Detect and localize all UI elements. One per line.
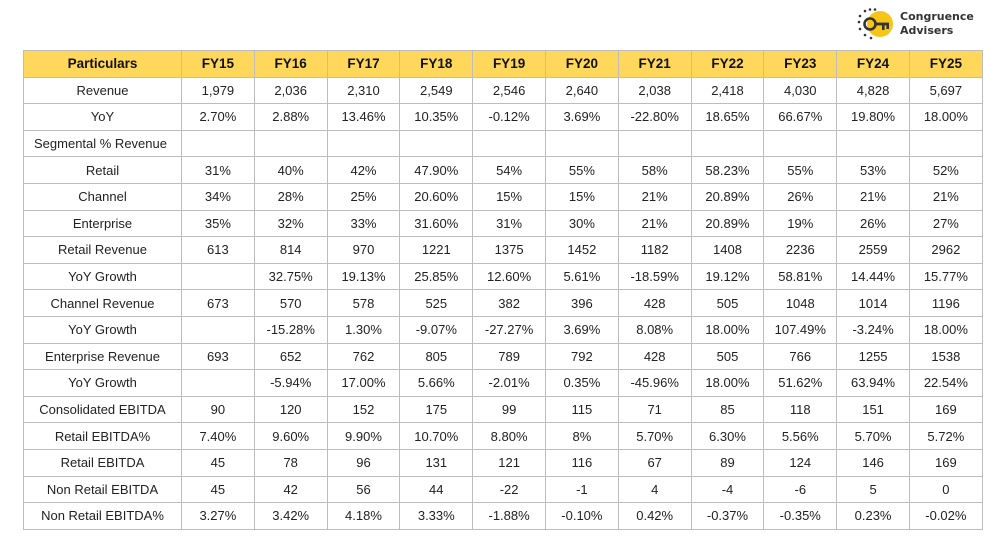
table-cell: 151 [837,396,910,423]
table-cell: 5.61% [545,263,618,290]
table-cell: 175 [400,396,473,423]
table-cell: 51.62% [764,370,837,397]
brand-logo [856,8,974,40]
table-cell: 54% [473,157,546,184]
table-cell: 382 [473,290,546,317]
table-cell: 55% [545,157,618,184]
table-cell: 116 [545,449,618,476]
table-cell: 8.80% [473,423,546,450]
table-cell: 32.75% [254,263,327,290]
table-cell: 21% [837,183,910,210]
table-cell [909,130,982,157]
key-icon [856,8,894,40]
table-row [24,77,983,104]
table-cell: 4.18% [327,503,400,530]
row-label: Channel [24,183,182,210]
table-cell: 5.72% [909,423,982,450]
table-cell: -1.88% [473,503,546,530]
table-cell: 12.60% [473,263,546,290]
table-cell: 42 [254,476,327,503]
row-label: YoY [24,104,182,131]
column-header-fy15: FY15 [182,51,255,78]
table-cell: 19.12% [691,263,764,290]
table-cell: 169 [909,396,982,423]
table-cell: 1452 [545,237,618,264]
table-cell: 44 [400,476,473,503]
table-cell [254,130,327,157]
table-cell: 107.49% [764,316,837,343]
table-cell: 26% [837,210,910,237]
table-cell: 45 [182,449,255,476]
table-cell: 1014 [837,290,910,317]
table-cell: 789 [473,343,546,370]
table-cell: -0.02% [909,503,982,530]
table-cell: 525 [400,290,473,317]
table-cell: 18.00% [909,104,982,131]
table-cell: 396 [545,290,618,317]
table-cell: 55% [764,157,837,184]
table-cell: 1048 [764,290,837,317]
table-cell: 970 [327,237,400,264]
table-cell: 28% [254,183,327,210]
table-cell: 2,418 [691,77,764,104]
table-cell: 30% [545,210,618,237]
table-cell: 3.69% [545,104,618,131]
table-cell: 5.70% [837,423,910,450]
table-cell: -45.96% [618,370,691,397]
table-cell: 2.88% [254,104,327,131]
table-cell: 1408 [691,237,764,264]
table-cell: 7.40% [182,423,255,450]
table-cell: 5.70% [618,423,691,450]
table-cell: 2,546 [473,77,546,104]
table-cell: 14.44% [837,263,910,290]
brand-line-1: Congruence [900,10,974,23]
row-label: Retail Revenue [24,237,182,264]
table-row [24,503,983,530]
table-cell: 124 [764,449,837,476]
table-cell: 3.27% [182,503,255,530]
row-label: Enterprise Revenue [24,343,182,370]
table-cell: 0.35% [545,370,618,397]
table-cell: 89 [691,449,764,476]
row-label: Retail EBITDA% [24,423,182,450]
table-cell: 578 [327,290,400,317]
row-label: Consolidated EBITDA [24,396,182,423]
table-cell: 27% [909,210,982,237]
table-cell: 33% [327,210,400,237]
table-cell: 10.70% [400,423,473,450]
column-header-fy18: FY18 [400,51,473,78]
table-cell: 10.35% [400,104,473,131]
table-row [24,104,983,131]
table-cell: 78 [254,449,327,476]
row-label: Non Retail EBITDA% [24,503,182,530]
table-cell: 814 [254,237,327,264]
table-cell: 53% [837,157,910,184]
row-label: YoY Growth [24,316,182,343]
table-cell: 96 [327,449,400,476]
table-cell: 71 [618,396,691,423]
table-cell: 2.70% [182,104,255,131]
row-label: Enterprise [24,210,182,237]
table-cell: 0.23% [837,503,910,530]
table-cell: 6.30% [691,423,764,450]
table-cell: 9.90% [327,423,400,450]
table-cell: 693 [182,343,255,370]
table-cell [473,130,546,157]
table-cell: 22.54% [909,370,982,397]
table-cell: -0.37% [691,503,764,530]
table-cell: 3.33% [400,503,473,530]
table-cell: 2,310 [327,77,400,104]
table-cell: 52% [909,157,982,184]
table-cell: 4,828 [837,77,910,104]
table-cell: 45 [182,476,255,503]
table-cell: 169 [909,449,982,476]
table-cell: 9.60% [254,423,327,450]
brand-line-2: Advisers [900,24,954,37]
table-cell: 20.89% [691,183,764,210]
table-cell: 428 [618,290,691,317]
table-cell: 652 [254,343,327,370]
table-cell: -5.94% [254,370,327,397]
table-cell: 1.30% [327,316,400,343]
table-row [24,343,983,370]
table-cell: 0 [909,476,982,503]
table-cell: 18.65% [691,104,764,131]
table-cell: 8.08% [618,316,691,343]
table-cell: 762 [327,343,400,370]
row-label: Channel Revenue [24,290,182,317]
table-cell: -0.35% [764,503,837,530]
table-row [24,290,983,317]
table-cell: 66.67% [764,104,837,131]
table-cell: 1182 [618,237,691,264]
table-cell: 85 [691,396,764,423]
table-cell: -4 [691,476,764,503]
row-label: Retail EBITDA [24,449,182,476]
table-cell: 1196 [909,290,982,317]
table-cell: 792 [545,343,618,370]
table-cell: 1,979 [182,77,255,104]
table-cell: 99 [473,396,546,423]
table-cell: 5,697 [909,77,982,104]
table-row [24,370,983,397]
table-cell: 17.00% [327,370,400,397]
table-cell: 118 [764,396,837,423]
table-cell: -3.24% [837,316,910,343]
brand-name [900,10,974,38]
table-cell: 15.77% [909,263,982,290]
table-cell: 34% [182,183,255,210]
table-cell: -6 [764,476,837,503]
table-row [24,449,983,476]
table-row [24,157,983,184]
table-cell: 570 [254,290,327,317]
table-cell: 3.69% [545,316,618,343]
table-cell: 120 [254,396,327,423]
table-body [24,77,983,529]
table-cell: 63.94% [837,370,910,397]
table-cell: 19.80% [837,104,910,131]
table-cell: 1221 [400,237,473,264]
table-cell: 2,640 [545,77,618,104]
table-cell [400,130,473,157]
table-cell: 2,549 [400,77,473,104]
table-cell: 42% [327,157,400,184]
table-row [24,263,983,290]
table-cell [837,130,910,157]
table-cell: 505 [691,290,764,317]
table-cell: 5 [837,476,910,503]
table-cell: -15.28% [254,316,327,343]
table-cell: -9.07% [400,316,473,343]
table-cell: 19% [764,210,837,237]
table-cell: 31% [182,157,255,184]
table-row [24,130,983,157]
table-cell: 1538 [909,343,982,370]
table-cell: 19.13% [327,263,400,290]
table-cell: 40% [254,157,327,184]
table-row [24,210,983,237]
table-cell: 26% [764,183,837,210]
table-row [24,316,983,343]
column-header-fy19: FY19 [473,51,546,78]
table-cell: 4,030 [764,77,837,104]
table-cell: 31% [473,210,546,237]
table-cell [182,370,255,397]
table-cell: 152 [327,396,400,423]
table-cell: 56 [327,476,400,503]
table-cell: 766 [764,343,837,370]
table-cell: 8% [545,423,618,450]
table-cell: 18.00% [909,316,982,343]
table-cell: -0.12% [473,104,546,131]
table-cell: 21% [909,183,982,210]
table-cell: -2.01% [473,370,546,397]
column-header-fy17: FY17 [327,51,400,78]
table-cell: 15% [545,183,618,210]
table-cell: 21% [618,210,691,237]
column-header-fy22: FY22 [691,51,764,78]
table-cell: 146 [837,449,910,476]
table-cell: 805 [400,343,473,370]
column-header-fy16: FY16 [254,51,327,78]
row-label: Segmental % Revenue [24,130,182,157]
table-cell: 18.00% [691,316,764,343]
table-row [24,183,983,210]
column-header-fy20: FY20 [545,51,618,78]
table-cell: -22.80% [618,104,691,131]
table-cell: -0.10% [545,503,618,530]
table-cell: 505 [691,343,764,370]
table-row [24,423,983,450]
table-cell: 5.66% [400,370,473,397]
table-cell: 32% [254,210,327,237]
table-cell: 1375 [473,237,546,264]
row-label: Revenue [24,77,182,104]
column-header-fy24: FY24 [837,51,910,78]
table-cell: 121 [473,449,546,476]
table-cell: 18.00% [691,370,764,397]
financials-table [23,50,983,530]
table-cell: 428 [618,343,691,370]
table-cell: 1255 [837,343,910,370]
table-row [24,476,983,503]
column-header-fy23: FY23 [764,51,837,78]
table-cell [618,130,691,157]
column-header-fy25: FY25 [909,51,982,78]
table-cell: 2962 [909,237,982,264]
table-cell: 58% [618,157,691,184]
table-cell [182,130,255,157]
table-cell [182,263,255,290]
table-cell [182,316,255,343]
row-label: Retail [24,157,182,184]
table-cell: -18.59% [618,263,691,290]
table-cell: 2,036 [254,77,327,104]
table-cell [545,130,618,157]
table-cell: 2,038 [618,77,691,104]
table-row [24,237,983,264]
table-cell: 613 [182,237,255,264]
table-cell: 47.90% [400,157,473,184]
table-cell: 115 [545,396,618,423]
table-cell [691,130,764,157]
table-cell: 673 [182,290,255,317]
table-cell: 21% [618,183,691,210]
table-cell: 3.42% [254,503,327,530]
table-cell: 25% [327,183,400,210]
table-cell: 31.60% [400,210,473,237]
table-cell: 25.85% [400,263,473,290]
table-cell: -1 [545,476,618,503]
column-header-fy21: FY21 [618,51,691,78]
table-cell: 90 [182,396,255,423]
table-cell: -22 [473,476,546,503]
table-cell: 4 [618,476,691,503]
table-cell: 20.89% [691,210,764,237]
table-cell: 58.81% [764,263,837,290]
table-row [24,396,983,423]
table-cell [327,130,400,157]
table-cell: 0.42% [618,503,691,530]
table-cell: -27.27% [473,316,546,343]
table-cell: 35% [182,210,255,237]
table-cell: 131 [400,449,473,476]
table-cell: 15% [473,183,546,210]
table-header-row [24,51,983,78]
table-cell: 2559 [837,237,910,264]
table-cell [764,130,837,157]
table-cell: 20.60% [400,183,473,210]
table-cell: 58.23% [691,157,764,184]
row-label: Non Retail EBITDA [24,476,182,503]
column-header-particulars: Particulars [24,51,182,78]
table-cell: 5.56% [764,423,837,450]
table-cell: 2236 [764,237,837,264]
row-label: YoY Growth [24,370,182,397]
table-cell: 67 [618,449,691,476]
row-label: YoY Growth [24,263,182,290]
table-cell: 13.46% [327,104,400,131]
